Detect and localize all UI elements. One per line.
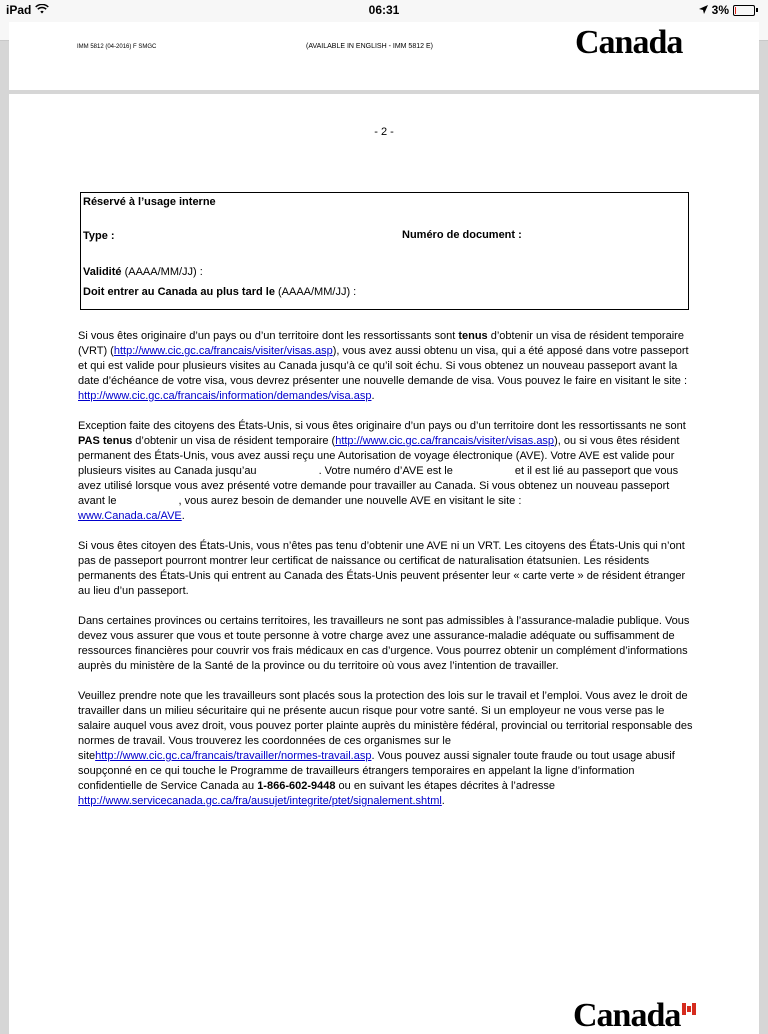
text: . Vous pouvez aussi signaler toute fraude ou tout usage abusif soupçonné en ce qui touche le Programme de travailleurs étrangers temporaires en appelant la ligne d’information confidentielle de Service Canada au — [78, 750, 675, 792]
paragraph-worker-rights — [78, 689, 693, 809]
text: Si vous êtes originaire d’un pays ou d’un territoire dont les ressortissants sont — [78, 330, 459, 342]
labour-standards-link[interactable]: http://www.cic.gc.ca/francais/travailler/normes-travail.asp — [95, 750, 372, 762]
battery-icon — [733, 5, 755, 16]
text: et il est lié au passeport que vous avez utilisé lorsque vous avez présenté votre demande pour travailler au Canada. Si vous obtenez un nouveau passeport avant le — [78, 465, 679, 507]
text: Exception faite des citoyens des États-Unis, si vous êtes originaire d’un pays ou d’un territoire dont les ressortissants ne sont — [78, 420, 686, 432]
text: d’obtenir un visa de résident temporaire (VRT) ( — [78, 330, 684, 357]
type-label: Type : — [83, 230, 115, 242]
clock: 06:31 — [368, 3, 400, 17]
page-number: - 2 - — [374, 126, 394, 138]
text: . — [181, 510, 185, 522]
eta-link[interactable]: www.Canada.ca/AVE — [78, 510, 182, 522]
text: . — [441, 795, 445, 807]
location-icon — [699, 3, 708, 17]
deadline-format: (AAAA/MM/JJ) : — [274, 286, 357, 298]
canada-wordmark: Canada — [575, 24, 683, 61]
validity-format: (AAAA/MM/JJ) : — [121, 266, 203, 278]
device-name: iPad — [6, 3, 32, 17]
deadline-label: Doit entrer au Canada au plus tard le — [83, 286, 275, 298]
footer-wordmark — [573, 997, 696, 1034]
visa-application-link[interactable]: http://www.cic.gc.ca/francais/information/demandes/visa.asp — [78, 390, 372, 402]
text: ), vous avez aussi obtenu un visa, qui a été apposé dans votre passeport et qui est valide pour plusieurs visites au Canada jusqu’à ce qu’il soit échu. Si vous obtenez un nouveau passeport avant la date d’échéance de votre visa, vous devrez présenter une nouvelle demande de visa. Vous pouvez le faire en visitant le site : — [78, 345, 689, 387]
validity-label: Validité — [83, 266, 122, 278]
paragraph-health-insurance: Dans certaines provinces ou certains territoires, les travailleurs ne sont pas admissibles à l’assurance-maladie publique. Vous devez vous assurer que vous et toute personne à votre charge avez une assurance-maladie adéquate ou suffisamment de ressources financières pour couvrir vos frais médicaux en cas d’urgence. Vous pourrez obtenir un complément d’informations auprès du ministère de la Santé de la province ou du territoire où vous avez l’intention de travailler. — [78, 615, 690, 672]
english-availability-note: (AVAILABLE IN ENGLISH - IMM 5812 E) — [306, 43, 433, 50]
fraud-report-link[interactable]: http://www.servicecanada.gc.ca/fra/ausujet/integrite/ptet/signalement.shtml — [78, 795, 442, 807]
text: ou en suivant les étapes décrites à l’adresse — [335, 780, 556, 792]
text: Veuillez prendre note que les travailleurs sont placés sous la protection des lois sur le travail et l’emploi. Vous avez le droit de travailler dans un milieu sécuritaire qui ne présente aucun risque pour votre santé. Si un employeur ne vous verse pas le salaire auquel vous avez droit, vous pouvez porter plainte auprès du ministère fédéral, provincial ou territorial responsable des normes de travail. Vous trouverez les coordonnées de ces organismes sur le site — [78, 690, 693, 762]
form-id: IMM 5812 (04-2016) F SMGC — [77, 44, 157, 50]
text: d’obtenir un visa de résident temporaire ( — [132, 435, 336, 447]
text: , vous aurez besoin de demander une nouvelle AVE en visitant le site : — [178, 495, 522, 507]
canada-wordmark: Canada — [573, 997, 681, 1034]
visas-link[interactable]: http://www.cic.gc.ca/francais/visiter/visas.asp — [113, 345, 333, 357]
paragraph-visa — [78, 329, 693, 404]
paragraph-eta — [78, 419, 693, 524]
battery-tip — [756, 8, 758, 12]
phone-number: 1-866-602-9448 — [257, 780, 336, 792]
battery-fill — [735, 7, 736, 14]
text: . Votre numéro d’AVE est le — [318, 465, 453, 477]
text: . — [371, 390, 375, 402]
document-page — [9, 94, 759, 1034]
document-number-label: Numéro de document : — [402, 229, 522, 241]
visas-link[interactable]: http://www.cic.gc.ca/francais/visiter/visas.asp — [335, 435, 555, 447]
internal-use-box — [80, 192, 689, 310]
internal-use-title: Réservé à l’usage interne — [83, 196, 216, 208]
document-body — [78, 329, 693, 824]
status-bar — [0, 0, 768, 20]
emphasis: tenus — [458, 330, 488, 342]
battery-percent: 3% — [711, 3, 729, 17]
previous-page — [9, 22, 759, 90]
emphasis: PAS tenus — [78, 435, 133, 447]
paragraph-us-citizens: Si vous êtes citoyen des États-Unis, vous n’êtes pas tenu d’obtenir une AVE ni un VRT. Les citoyens des États-Unis qui n’ont pas de passeport pourront montrer leur certificat de naissance ou certificat de naturalisation étatsunien. Les résidents permanents des États-Unis qui entrent au Canada des États-Unis peuvent présenter leur « carte verte » de résident étranger au lieu d’un passeport. — [78, 540, 686, 597]
text: ), ou si vous êtes résident permanent des États-Unis, vous avez aussi reçu une Autorisation de voyage électronique (AVE). Votre AVE est valide pour plusieurs visites au Canada jusqu’au — [78, 435, 680, 477]
canada-flag-icon — [682, 1003, 696, 1015]
